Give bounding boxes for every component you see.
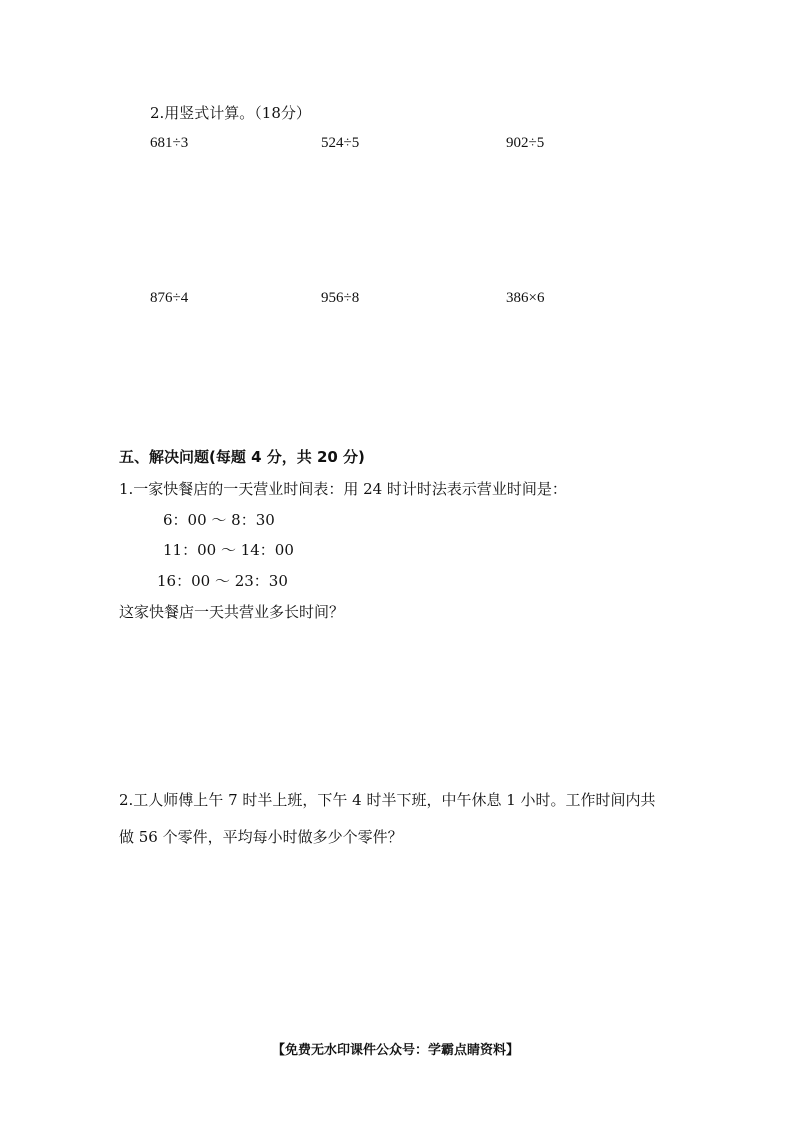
time-range-3: 16：00 ～ 23：30 — [157, 572, 288, 590]
time-range-1: 6：00 ～ 8：30 — [163, 511, 275, 529]
footer-note: 【免费无水印课件公众号：学霸点睛资料】 — [272, 1043, 520, 1058]
problem-956-div-8: 956÷8 — [321, 290, 360, 306]
problem-902-div-5: 902÷5 — [506, 135, 545, 151]
problem2-line2: 做 56 个零件，平均每小时做多少个零件？ — [119, 828, 403, 846]
problem-524-div-5: 524÷5 — [321, 135, 360, 151]
q2-title: 2.用竖式计算。（18分） — [150, 104, 311, 122]
time-range-2: 11：00 ～ 14：00 — [163, 541, 294, 559]
problem1-text: 1.一家快餐店的一天营业时间表：用 24 时计时法表示营业时间是： — [119, 480, 567, 498]
problem-386-times-6: 386×6 — [506, 290, 545, 306]
section5-title: 五、解决问题(每题 4 分，共 20 分) — [119, 448, 365, 466]
problem1-question: 这家快餐店一天共营业多长时间？ — [119, 603, 345, 621]
problem-876-div-4: 876÷4 — [150, 290, 189, 306]
problem-681-div-3: 681÷3 — [150, 135, 189, 151]
problem2-line1: 2.工人师傅上午 7 时半上班，下午 4 时半下班，中午休息 1 小时。工作时间内共 — [119, 791, 656, 809]
